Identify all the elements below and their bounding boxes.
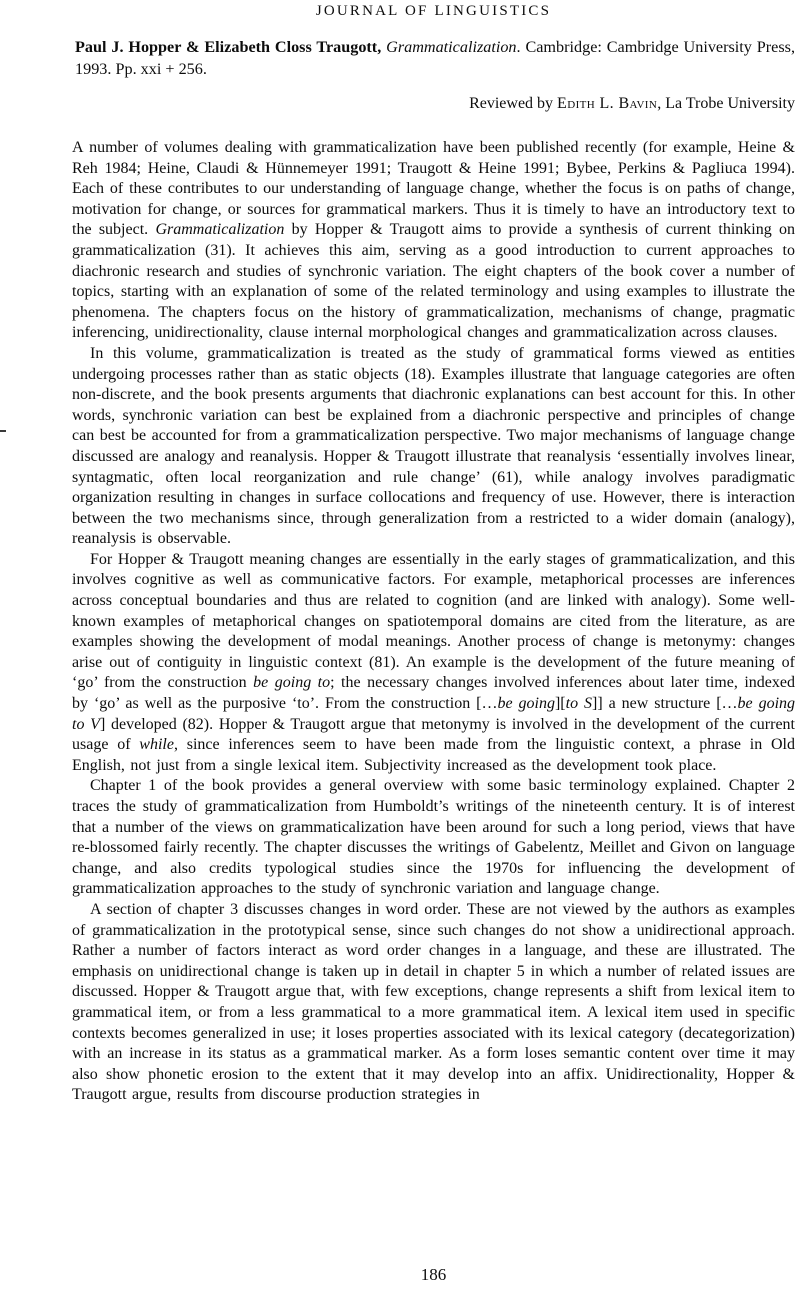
text-run: Paul J. Hopper & Elizabeth Closs Traugott,	[75, 38, 387, 56]
text-run: ] developed (82). Hopper & Traugott argue that metonymy is involved in the development of the current usage of	[72, 715, 795, 754]
text-run: . Cambridge: Cambridge University Press, 1993. Pp. xxi + 256.	[75, 38, 795, 78]
review-paragraph	[72, 138, 795, 344]
text-run: to S	[565, 695, 593, 713]
text-run: by Hopper & Traugott aims to provide a synthesis of current thinking on grammaticalization (31). It achieves this aim, serving as a good introduction to current approaches to diachronic research and studies of synchronic variation. The eight chapters of the book cover a number of topics, starting with an explanation of some of the related terminology and using examples to illustrate the phenomena. The chapters focus on the history of grammaticalization, mechanisms of change, pragmatic inferencing, unidirectionality, clause internal morphological changes and grammaticalization across clauses.	[72, 221, 796, 342]
text-run: Grammaticalization	[155, 221, 285, 239]
text-run: , since inferences seem to have been made from the linguistic context, a phrase in Old English, not just from a single lexical item. Subjectivity increased as the development took place.	[72, 736, 795, 774]
text-run: Edith L. Bavin	[557, 95, 658, 112]
text-run: Grammaticalization	[386, 38, 517, 56]
text-run: For Hopper & Traugott meaning changes are essentially in the early stages of grammaticalization, and this involves cognitive as well as communicative factors. For example, metaphorical processes are inferences across conceptual boundaries and thus are related to cognition (and are linked with analogy). Some well-known examples of metaphorical changes on spatiotemporal domains are cited from the literature, as are examples showing the development of modal meanings. Another process of change is metonymy: changes arise out of contiguity in linguistic context (81). An example is the development of the future meaning of ‘go’ from the construction	[72, 550, 795, 692]
review-paragraph	[72, 344, 795, 550]
text-run: In this volume, grammaticalization is treated as the study of grammatical forms viewed as entities undergoing processes rather than as static objects (18). Examples illustrate that language categories are often non-discrete, and the book presents arguments that diachronic explanations can best account for this. In other words, synchronic variation can best be explained from a diachronic perspective and principles of change can best be accounted for from a grammaticalization perspective. Two major mechanisms of language change discussed are analogy and reanalysis. Hopper & Traugott illustrate that reanalysis ‘essentially involves linear, syntagmatic, often local reorganization and rule change’ (61), while analogy involves paradigmatic organization resulting in changes in surface collocations and frequency of use. However, there is interaction between the two mechanisms since, through generalization from a restricted to a wider domain (analogy), reanalysis is observable.	[72, 344, 795, 548]
review-body	[72, 138, 795, 1106]
book-citation	[75, 36, 795, 80]
text-run: be going	[497, 695, 555, 713]
text-run: A number of volumes dealing with grammaticalization have been published recently (for example, Heine & Reh 1984; Heine, Claudi & Hünnemeyer 1991; Traugott & Heine 1991; Bybee, Perkins & Pagliuca 1994). Each of these contributes to our understanding of language change, whether the focus is on paths of change, motivation for change, or sources for grammatical markers. Thus it is timely to have an introductory text to the subject.	[72, 139, 795, 239]
text-run: while	[139, 736, 174, 754]
review-paragraph	[72, 776, 795, 900]
text-run: ][	[554, 695, 566, 713]
text-run: Reviewed by	[469, 95, 558, 112]
text-run: be going to V	[72, 695, 796, 733]
reviewer-line	[72, 94, 795, 114]
text-run: ]] a new structure […	[592, 695, 738, 713]
review-paragraph	[72, 550, 795, 777]
scan-artifact	[0, 430, 6, 432]
review-paragraph	[72, 900, 795, 1106]
journal-header: JOURNAL OF LINGUISTICS	[315, 3, 552, 19]
text-run: be going to	[253, 674, 331, 692]
page-number: 186	[420, 1265, 447, 1284]
text-run: , La Trobe University	[657, 95, 795, 112]
text-run: A section of chapter 3 discusses changes in word order. These are not viewed by the authors as examples of grammaticalization in the prototypical sense, since such changes do not show a unidirectional approach. Rather a number of factors interact as word order changes in a language, and these are illustrated. The emphasis on unidirectional change is taken up in detail in chapter 5 in which a number of related issues are discussed. Hopper & Traugott argue that, with few exceptions, change represents a shift from lexical item to grammatical item, or from a less grammatical to a more grammatical item. A lexical item used in specific contexts becomes generalized in use; it loses properties associated with its lexical category (decategorization) with an increase in its status as a grammatical marker. As a form loses semantic content over time it may also show phonetic erosion to the extent that it may develop into an affix. Unidirectionality, Hopper & Traugott argue, results from discourse production strategies in	[72, 900, 795, 1104]
text-run: Chapter 1 of the book provides a general overview with some basic terminology explained. Chapter 2 traces the study of grammaticalization from Humboldt’s writings of the nineteenth century. It is of interest that a number of the views on grammaticalization have been around for such a long period, views that have re-blossomed fairly recently. The chapter discusses the writings of Gabelentz, Meillet and Givon on language change, and also credits typological studies since the 1970s for influencing the development of grammaticalization approaches to the study of synchronic variation and language change.	[72, 777, 795, 898]
text-run: ; the necessary changes involved inferences about later time, indexed by ‘go’ as well as the purposive ‘to’. From the construction […	[72, 674, 795, 713]
